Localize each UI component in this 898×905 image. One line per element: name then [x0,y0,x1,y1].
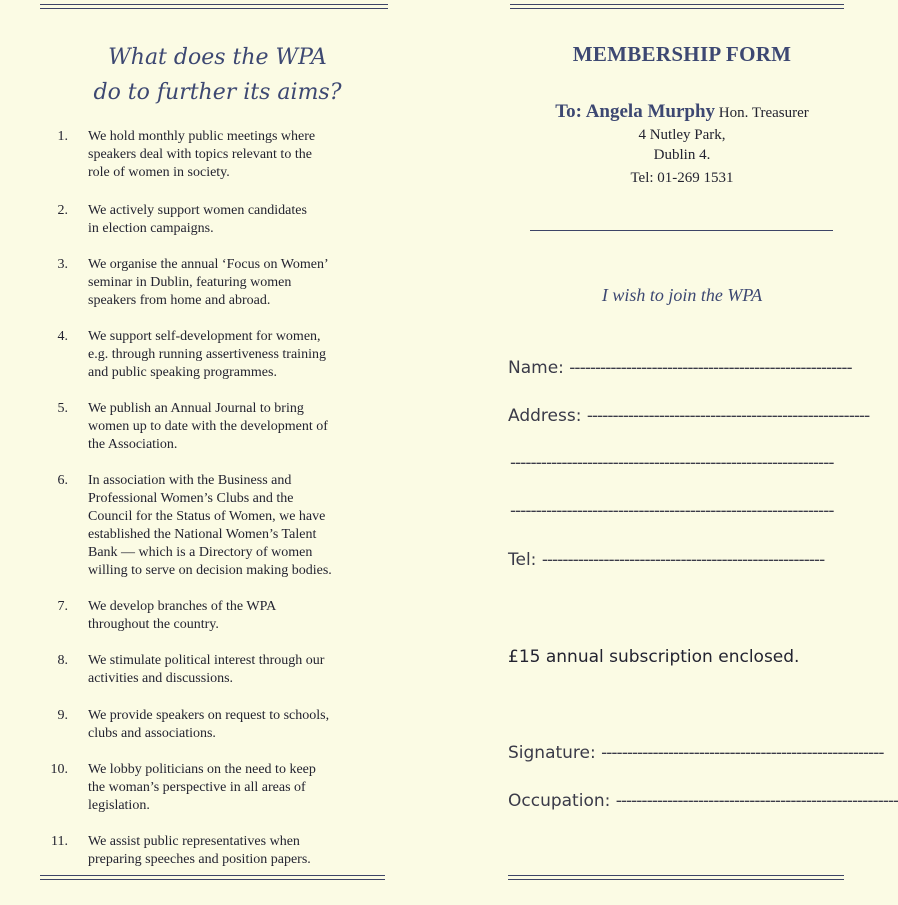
aim-number: 8. [57,653,68,668]
recipient-tel: Tel: 01-269 1531 [630,170,734,186]
aim-number: 10. [50,762,68,777]
aim-text: We publish an Annual Journal to bring women up to date with the development of the Association. [88,401,328,452]
top-rule-left [40,4,388,9]
name-blank[interactable]: ------------------------------------------------------- [569,358,852,378]
address-label: Address: [508,406,582,426]
aim-text: We support self-development for women, e.g. through running assertiveness training and public speaking programmes. [88,329,326,380]
aim-number: 4. [57,329,68,344]
aim-text: We hold monthly public meetings where speakers deal with topics relevant to the role of women in society. [88,129,316,180]
aim-number: 2. [57,203,68,218]
tel-blank[interactable]: ------------------------------------------------------- [541,550,825,570]
address-field-line-3[interactable] [510,501,846,521]
aim-text: We develop branches of the WPA throughout the country. [88,599,277,632]
aim-number: 6. [57,473,68,488]
name-field[interactable] [508,358,852,378]
address-blank-3[interactable]: --------------------------------------------------------------- [510,501,834,521]
subscription-note: £15 annual subscription enclosed. [508,647,800,667]
name-label: Name: [508,358,564,378]
left-title-line-2: do to further its aims? [93,80,342,105]
left-title-line-1: What does the WPA [108,45,327,70]
top-rule-right [510,4,844,9]
address-blank-2[interactable]: --------------------------------------------------------------- [510,453,834,473]
address-blank-1[interactable]: ------------------------------------------------------- [586,406,870,426]
recipient-name: To: Angela Murphy [555,101,716,122]
address-field[interactable] [508,406,870,426]
signature-label: Signature: [508,743,596,763]
address-line-2: Dublin 4. [653,147,711,163]
aim-text: We actively support women candidates in election campaigns. [88,203,307,236]
aim-text: We assist public representatives when preparing speeches and position papers. [88,834,311,867]
recipient-role: Hon. Treasurer [718,105,809,121]
section-divider [530,230,833,231]
aim-number: 11. [51,834,68,849]
bottom-rule-left [40,875,385,880]
aim-text: In association with the Business and Professional Women’s Clubs and the Council for the Status of Women, we have established the National Women’s Talent Bank — which is a Directory of women willing to serve on decision making bodies. [88,473,332,578]
aim-text: We lobby politicians on the need to keep the woman’s perspective in all areas of legislation. [88,762,316,813]
left-panel-title [40,40,395,110]
tel-field[interactable] [508,550,844,570]
aim-number: 3. [57,257,68,272]
aim-number: 1. [57,129,68,144]
aim-text: We provide speakers on request to schools, clubs and associations. [88,708,330,741]
address-line-1: 4 Nutley Park, [638,127,726,143]
aim-number: 5. [57,401,68,416]
bottom-rule-right [508,875,844,880]
aim-number: 7. [57,599,68,614]
signature-field[interactable] [508,743,884,763]
aim-text: We organise the annual ‘Focus on Women’ seminar in Dublin, featuring women speakers from home and abroad. [88,257,329,308]
address-field-line-2[interactable] [510,453,846,473]
tel-label: Tel: [508,550,537,570]
membership-form-title: MEMBERSHIP FORM [572,42,792,66]
join-heading: I wish to join the WPA [601,285,763,305]
occupation-field[interactable] [508,791,898,811]
signature-blank[interactable]: ------------------------------------------------------- [601,743,884,763]
recipient-line [520,101,844,123]
occupation-blank[interactable]: ------------------------------------------------------- [615,791,898,811]
aim-number: 9. [57,708,68,723]
occupation-label: Occupation: [508,791,611,811]
aim-text: We stimulate political interest through our activities and discussions. [88,653,325,686]
